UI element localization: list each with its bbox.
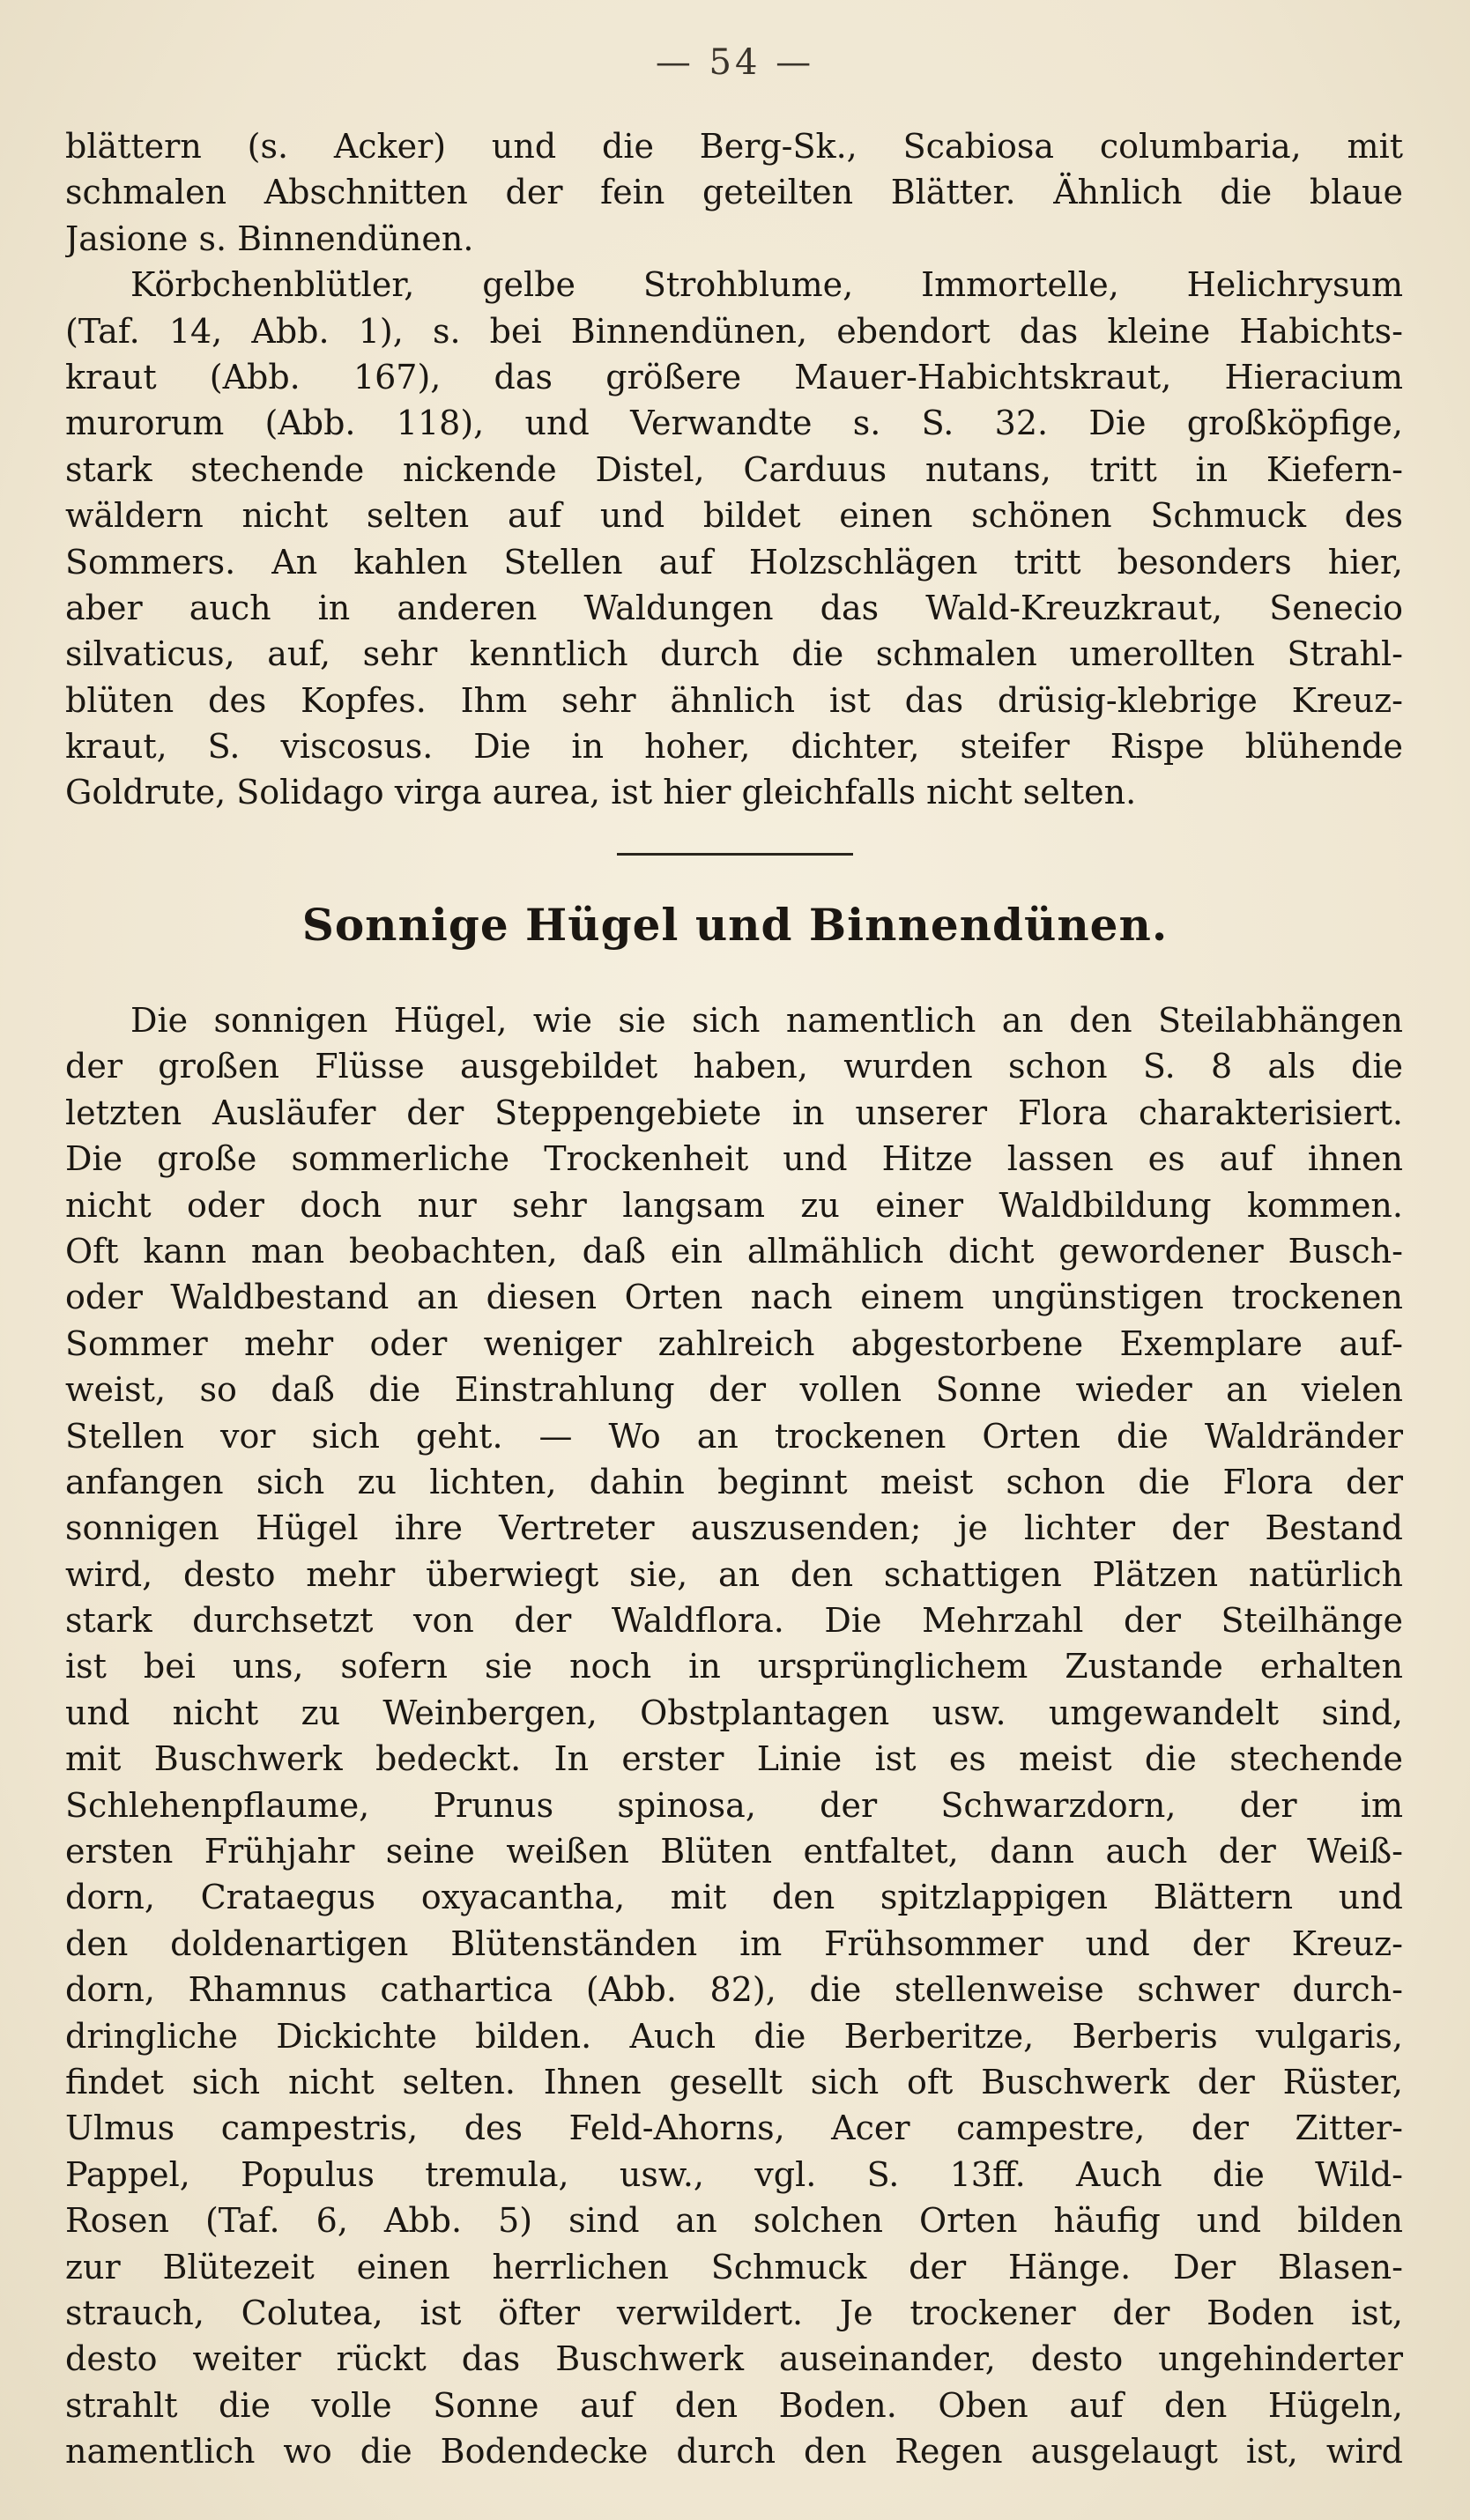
text-line: dorn, Rhamnus cathartica (Abb. 82), die stellenweise schwer durch- [65,1970,1403,2010]
text-line: Sommers. An kahlen Stellen auf Holzschlägen tritt besonders hier, [65,542,1403,582]
text-line: zur Blütezeit einen herrlichen Schmuck der Hänge. Der Blasen- [65,2247,1403,2287]
text-line: Ulmus campestris, des Feld-Ahorns, Acer campestre, der Zitter- [65,2109,1403,2148]
text-line: aber auch in anderen Waldungen das Wald-Kreuzkraut, Senecio [65,588,1403,627]
text-line: stark durchsetzt von der Waldflora. Die Mehrzahl der Steilhänge [65,1601,1403,1641]
text-line: murorum (Abb. 118), und Verwandte s. S. 32. Die großköpfige, [65,404,1403,443]
text-line: weist, so daß die Einstrahlung der vollen Sonne wieder an vielen [65,1370,1403,1410]
text-line: letzten Ausläufer der Steppengebiete in unserer Flora charakterisiert. [65,1093,1403,1132]
text-line: und nicht zu Weinbergen, Obstplantagen usw. umgewandelt sind, [65,1693,1403,1732]
text-line: wird, desto mehr überwiegt sie, an den schattigen Plätzen natürlich [65,1554,1403,1594]
text-line: stark stechende nickende Distel, Carduus nutans, tritt in Kiefern- [65,449,1403,489]
text-line: schmalen Abschnitten der fein geteilten Blätter. Ähnlich die blaue [65,173,1403,212]
text-line: Schlehenpflaume, Prunus spinosa, der Schwarzdorn, der im [65,1785,1403,1825]
section-divider [617,853,853,856]
text-line: Stellen vor sich geht. — Wo an trockenen Orten die Waldränder [65,1416,1403,1456]
section-paragraph [65,997,1403,2475]
text-line: oder Waldbestand an diesen Orten nach einem ungünstigen trockenen [65,1278,1403,1317]
text-line: wäldern nicht selten auf und bildet einen schönen Schmuck des [65,496,1403,536]
text-line: desto weiter rückt das Buschwerk auseinander, desto ungehinderter [65,2339,1403,2379]
text-line: blüten des Kopfes. Ihm sehr ähnlich ist das drüsig-klebrige Kreuz- [65,680,1403,720]
text-line: sonnigen Hügel ihre Vertreter auszusenden; je lichter der Bestand [65,1508,1403,1548]
text-line: den doldenartigen Blütenständen im Frühsommer und der Kreuz- [65,1923,1403,1963]
text-line: silvaticus, auf, sehr kenntlich durch die schmalen umerollten Strahl- [65,634,1403,674]
text-line: Rosen (Taf. 6, Abb. 5) sind an solchen Orten häufig und bilden [65,2201,1403,2241]
text-line: der großen Flüsse ausgebildet haben, wurden schon S. 8 als die [65,1047,1403,1086]
text-line: Pappel, Populus tremula, usw., vgl. S. 13ff. Auch die Wild- [65,2154,1403,2194]
text-line: dringliche Dickichte bilden. Auch die Berberitze, Berberis vulgaris, [65,2016,1403,2056]
text-line: strahlt die volle Sonne auf den Boden. Oben auf den Hügeln, [65,2385,1403,2425]
text-line: ersten Frühjahr seine weißen Blüten entfaltet, dann auch der Weiß- [65,1832,1403,1871]
text-line: Jasione s. Binnendünen. [65,219,474,258]
text-line: Körbchenblütler, gelbe Strohblume, Immortelle, Helichrysum [130,265,1403,305]
text-line: Sommer mehr oder weniger zahlreich abgestorbene Exemplare auf- [65,1323,1403,1363]
text-line: (Taf. 14, Abb. 1), s. bei Binnendünen, ebendort das kleine Habichts- [65,311,1403,351]
text-line: Die große sommerliche Trockenheit und Hitze lassen es auf ihnen [65,1139,1403,1179]
page-number: — 54 — [655,42,815,83]
text-line: Die sonnigen Hügel, wie sie sich namentlich an den Steilabhängen [130,1001,1403,1040]
text-line: mit Buschwerk bedeckt. In erster Linie ist es meist die stechende [65,1739,1403,1779]
paragraph-continuation [65,123,1403,816]
text-line: blättern (s. Acker) und die Berg-Sk., Scabiosa columbaria, mit [65,127,1403,166]
text-line: Goldrute, Solidago virga aurea, ist hier gleichfalls nicht selten. [65,773,1137,812]
text-line: ist bei uns, sofern sie noch in ursprünglichem Zustande erhalten [65,1647,1403,1686]
text-line: dorn, Crataegus oxyacantha, mit den spitzlappigen Blättern und [65,1878,1403,1917]
text-line: nicht oder doch nur sehr langsam zu einer Waldbildung kommen. [65,1185,1403,1225]
text-line: anfangen sich zu lichten, dahin beginnt meist schon die Flora der [65,1462,1403,1501]
text-line: findet sich nicht selten. Ihnen gesellt sich oft Buschwerk der Rüster, [65,2062,1403,2101]
text-line: strauch, Colutea, ist öfter verwildert. Je trockener der Boden ist, [65,2293,1403,2332]
section-heading: Sonnige Hügel und Binnendünen. [301,899,1169,951]
text-line: namentlich wo die Bodendecke durch den Regen ausgelaugt ist, wird [65,2432,1403,2472]
text-line: Oft kann man beobachten, daß ein allmählich dicht gewordener Busch- [65,1231,1403,1271]
text-line: kraut (Abb. 167), das größere Mauer-Habichtskraut, Hieracium [65,357,1403,397]
text-line: kraut, S. viscosus. Die in hoher, dichter, steifer Rispe blühende [65,727,1403,767]
